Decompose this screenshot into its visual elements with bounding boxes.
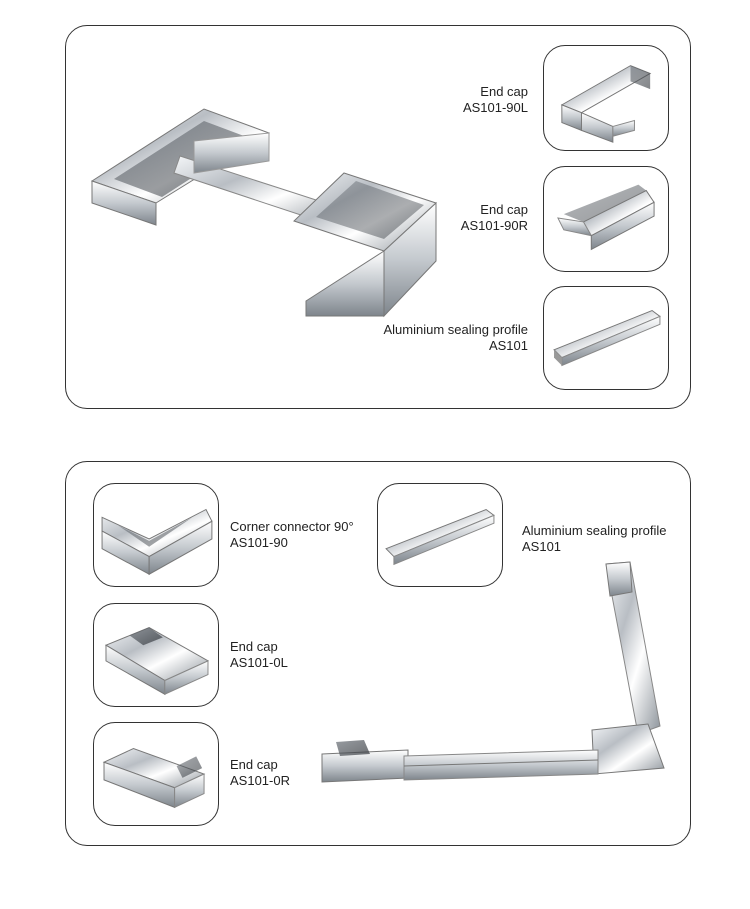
item-code: AS101-90L bbox=[462, 100, 528, 115]
bottom-product-panel bbox=[65, 461, 691, 846]
end-cap-90r-thumbnail bbox=[543, 166, 669, 272]
item-code: AS101-90R bbox=[460, 218, 528, 233]
item-title: Aluminium sealing profile bbox=[522, 523, 667, 538]
end-cap-0r-thumbnail bbox=[93, 722, 219, 826]
bottom-assembly-image bbox=[318, 554, 678, 794]
sealing-profile-thumbnail bbox=[543, 286, 669, 390]
item-title: Aluminium sealing profile bbox=[383, 322, 528, 337]
item-code: AS101-0L bbox=[230, 655, 288, 670]
item-title: Corner connector 90° bbox=[230, 519, 354, 534]
item-code: AS101 bbox=[522, 539, 562, 554]
corner-connector-thumbnail bbox=[93, 483, 219, 587]
item-code: AS101-90 bbox=[230, 535, 288, 550]
end-cap-90r-label bbox=[426, 202, 528, 234]
corner-connector-label bbox=[230, 519, 370, 551]
item-title: End cap bbox=[230, 757, 278, 772]
sealing-profile-label bbox=[522, 523, 682, 555]
sealing-profile-label bbox=[366, 322, 528, 354]
item-title: End cap bbox=[480, 202, 528, 217]
end-cap-0l-thumbnail bbox=[93, 603, 219, 707]
item-code: AS101-0R bbox=[230, 773, 290, 788]
item-code: AS101 bbox=[488, 338, 528, 353]
end-cap-90l-label bbox=[426, 84, 528, 116]
top-product-panel bbox=[65, 25, 691, 409]
end-cap-90l-thumbnail bbox=[543, 45, 669, 151]
item-title: End cap bbox=[230, 639, 278, 654]
item-title: End cap bbox=[480, 84, 528, 99]
top-assembly-image bbox=[84, 101, 444, 326]
